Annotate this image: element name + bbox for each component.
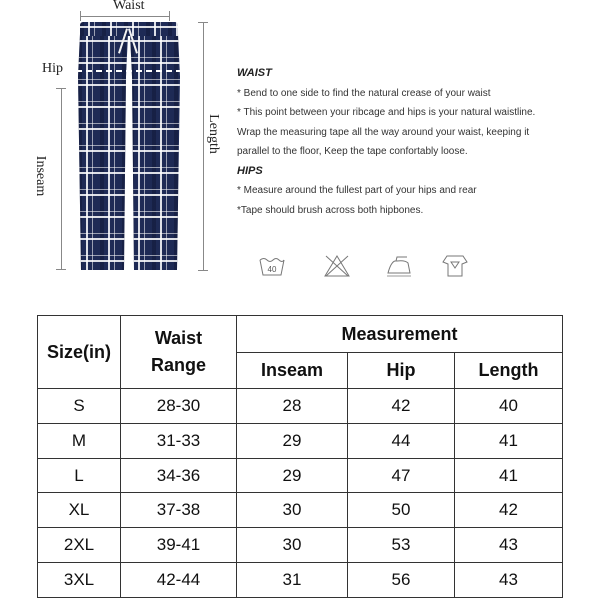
table-row xyxy=(38,423,563,458)
cell-waist: 42-44 xyxy=(121,563,237,598)
cell-size: L xyxy=(38,458,121,493)
iron-low-icon xyxy=(385,254,413,278)
length-label: Length xyxy=(205,114,221,154)
cell-inseam: 30 xyxy=(237,493,348,528)
cell-waist: 28-30 xyxy=(121,389,237,424)
table-row xyxy=(38,563,563,598)
measuring-instructions xyxy=(237,64,577,220)
tumble-dry-icon xyxy=(441,254,469,278)
cell-hip: 53 xyxy=(348,528,455,563)
inseam-tick-bottom xyxy=(56,269,66,270)
wash-40-icon xyxy=(258,254,286,278)
hips-instruction-line: * Measure around the fullest part of your hips and rear xyxy=(237,185,477,196)
length-tick-top xyxy=(198,22,208,23)
cell-inseam: 28 xyxy=(237,389,348,424)
header-waist-range xyxy=(121,316,237,389)
cell-waist: 34-36 xyxy=(121,458,237,493)
cell-length: 43 xyxy=(455,528,563,563)
cell-waist: 39-41 xyxy=(121,528,237,563)
cell-hip: 44 xyxy=(348,423,455,458)
header-measurement: Measurement xyxy=(237,316,563,353)
cell-hip: 47 xyxy=(348,458,455,493)
header-length: Length xyxy=(455,353,563,389)
inseam-dimension-line xyxy=(61,88,62,269)
hips-heading: HIPS xyxy=(237,164,263,177)
inseam-label: Inseam xyxy=(33,155,49,197)
cell-size: 3XL xyxy=(38,563,121,598)
hips-instruction-line: *Tape should brush across both hipbones. xyxy=(237,204,424,216)
cell-hip: 42 xyxy=(348,389,455,424)
header-waist-line2: Range xyxy=(150,355,206,375)
cell-size: S xyxy=(38,389,121,424)
cell-length: 42 xyxy=(455,493,563,528)
cell-inseam: 29 xyxy=(237,423,348,458)
waist-heading: WAIST xyxy=(237,67,272,79)
header-inseam: Inseam xyxy=(237,353,348,389)
header-waist-line1: Waist xyxy=(154,328,203,348)
cell-size: XL xyxy=(38,493,121,528)
hip-dashed-line xyxy=(76,70,182,72)
waist-tick-right xyxy=(169,11,170,21)
cell-hip: 56 xyxy=(348,563,455,598)
cell-hip: 50 xyxy=(348,493,455,528)
cell-size: 2XL xyxy=(38,528,121,563)
cell-waist: 37-38 xyxy=(121,493,237,528)
waist-instruction-line: Wrap the measuring tape all the way around your waist, keeping it xyxy=(237,126,530,138)
waist-instruction-line: parallel to the floor, Keep the tape confortably loose. xyxy=(237,146,468,157)
cell-length: 41 xyxy=(455,458,563,493)
hip-label: Hip xyxy=(42,61,63,76)
waist-instruction-line: * Bend to one side to find the natural crease of your waist xyxy=(237,87,491,99)
cell-length: 43 xyxy=(455,563,563,598)
table-row xyxy=(38,528,563,563)
cell-length: 41 xyxy=(455,423,563,458)
size-chart-table xyxy=(37,315,563,598)
wash-temp-text: 40 xyxy=(267,265,277,274)
cell-inseam: 29 xyxy=(237,458,348,493)
table-row xyxy=(38,493,563,528)
length-tick-bottom xyxy=(198,270,208,271)
inseam-tick-top xyxy=(56,88,66,89)
table-row xyxy=(38,389,563,424)
table-row xyxy=(38,458,563,493)
do-not-bleach-icon xyxy=(323,254,351,278)
waist-tick-left xyxy=(80,11,81,21)
waist-instruction-line: * This point between your ribcage and hips is your natural waistline. xyxy=(237,107,536,118)
waist-dimension-line xyxy=(80,16,170,17)
cell-inseam: 30 xyxy=(237,528,348,563)
cell-inseam: 31 xyxy=(237,563,348,598)
cell-size: M xyxy=(38,423,121,458)
plaid-pants-image xyxy=(74,22,184,270)
header-size: Size(in) xyxy=(38,316,121,389)
cell-length: 40 xyxy=(455,389,563,424)
waist-label: Waist xyxy=(113,0,145,13)
header-hip: Hip xyxy=(348,353,455,389)
cell-waist: 31-33 xyxy=(121,423,237,458)
